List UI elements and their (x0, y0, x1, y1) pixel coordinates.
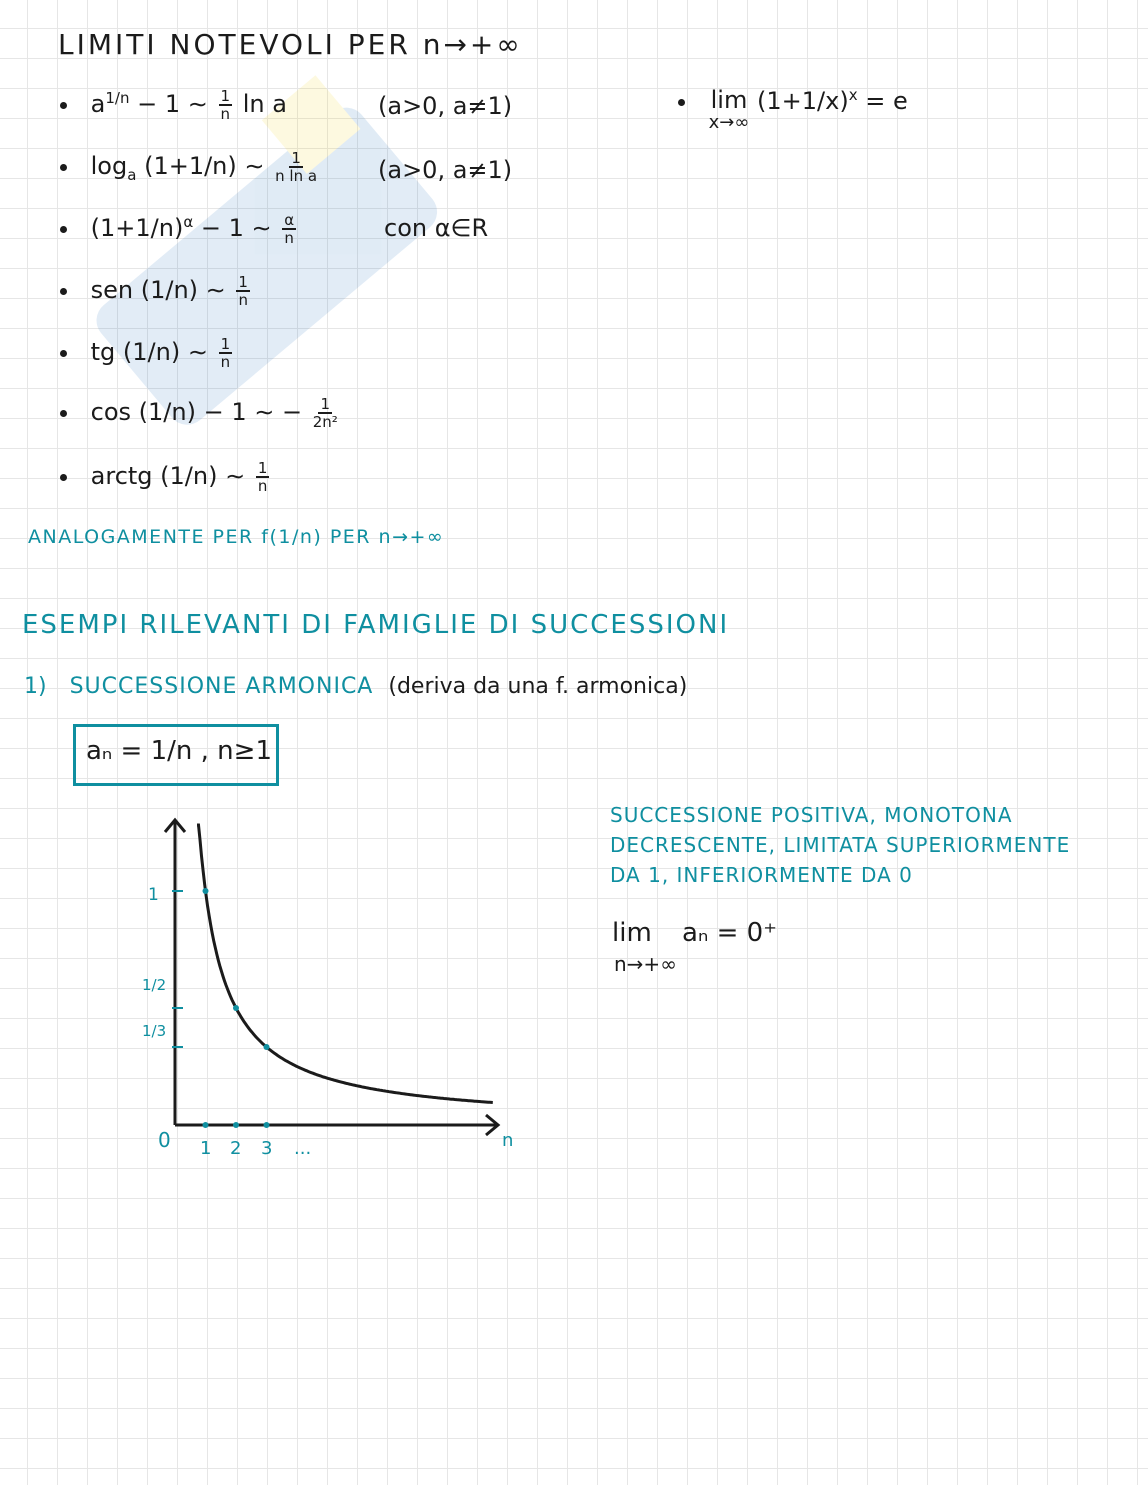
analog-note: ANALOGAMENTE PER f(1/n) PER n→+∞ (28, 526, 445, 548)
limit-after: ln a (242, 90, 287, 118)
limit-item (60, 212, 299, 246)
limit-e (678, 86, 908, 132)
fraction-num: α (284, 211, 295, 229)
limit-result (612, 918, 777, 948)
limit-item (60, 396, 341, 430)
limit-expr: log (90, 152, 128, 180)
fraction-num: 1 (220, 87, 231, 105)
limit-item (60, 88, 287, 122)
limit-rest: (1+1/n) ∼ (144, 152, 265, 180)
description (610, 800, 1070, 890)
fraction (282, 212, 296, 246)
description-line: DA 1, INFERIORMENTE DA 0 (610, 863, 913, 887)
limit-exp: α (183, 213, 194, 231)
lim-operator (709, 86, 750, 132)
bullet-icon (60, 288, 67, 295)
limit-e-body: (1+1/x) (757, 87, 849, 115)
limit-expr: sen (1/n) ∼ (90, 276, 226, 304)
fraction-num: 1 (291, 149, 301, 167)
x-tick-label: 1 (200, 1138, 212, 1159)
limit-exp: 1/n (105, 89, 130, 107)
limit-expr: arctg (1/n) ∼ (90, 462, 246, 490)
x-axis-label: n (502, 1130, 514, 1151)
bullet-icon (678, 99, 685, 106)
fraction (236, 274, 250, 308)
harmonic-graph (130, 810, 530, 1170)
item-subtitle: (deriva da una f. armonica) (388, 674, 688, 699)
bullet-icon (60, 102, 67, 109)
item-heading (24, 674, 687, 699)
limit-condition: (a>0, a≠1) (378, 92, 513, 120)
data-point (233, 1005, 239, 1011)
fraction (219, 88, 233, 122)
limit-expr: a (90, 90, 106, 118)
limit-expr: cos (1/n) − 1 ∼ − (90, 398, 303, 426)
limit-e-result: = e (865, 87, 908, 115)
x-tick-label: 2 (230, 1138, 242, 1159)
fraction-num: 1 (238, 273, 248, 291)
origin-label: 0 (158, 1128, 171, 1152)
limit-sub: a (127, 165, 137, 184)
limit-result-under: n→+∞ (614, 952, 677, 976)
limit-item (60, 274, 253, 308)
fraction-den: n (257, 477, 268, 495)
bullet-icon (60, 226, 67, 233)
x-tick-mark (264, 1122, 270, 1128)
fraction-num: 1 (257, 459, 268, 477)
fraction (219, 336, 233, 370)
y-tick-label: 1/2 (142, 976, 167, 994)
fraction-num: 1 (220, 335, 231, 353)
limit-expr: (1+1/n) (90, 214, 184, 242)
fraction (275, 150, 317, 184)
lim-text: lim (710, 86, 748, 114)
limit-item (60, 460, 272, 494)
bullet-icon (60, 350, 67, 357)
limit-rest: − 1 ∼ (137, 90, 208, 118)
limit-condition: (a>0, a≠1) (378, 156, 513, 184)
limit-e-exp: x (848, 86, 858, 104)
fraction-den: n (220, 353, 231, 371)
fraction-den: n (238, 291, 248, 309)
bullet-icon (60, 410, 67, 417)
description-line: SUCCESSIONE POSITIVA, MONOTONA (610, 803, 1013, 827)
fraction (256, 460, 270, 494)
limit-result-expr: aₙ = 0⁺ (682, 918, 777, 948)
limit-condition: con α∈R (384, 214, 489, 242)
definition-text: aₙ = 1/n , n≥1 (86, 736, 272, 766)
description-line: DECRESCENTE, LIMITATA SUPERIORMENTE (610, 833, 1071, 857)
page-title-text: LIMITI NOTEVOLI PER n→+∞ (58, 28, 523, 61)
x-tick-mark (203, 1122, 209, 1128)
x-tick-label: ... (294, 1138, 312, 1159)
section-title: ESEMPI RILEVANTI DI FAMIGLIE DI SUCCESSIONI (22, 610, 730, 640)
x-tick-mark (233, 1122, 239, 1128)
data-point (264, 1044, 270, 1050)
item-number: 1) (24, 674, 47, 699)
fraction-num: 1 (320, 395, 331, 413)
data-point (203, 888, 209, 894)
limit-item (60, 150, 320, 184)
lim-text: lim (612, 918, 652, 948)
curve-line (197, 825, 493, 1103)
fraction-den: 2n² (312, 413, 338, 431)
bullet-icon (60, 474, 67, 481)
lim-subscript: x→∞ (708, 112, 750, 133)
x-tick-label: 3 (261, 1138, 273, 1159)
fraction-den: n (220, 105, 231, 123)
fraction-den: n (284, 229, 294, 247)
limit-expr: tg (1/n) ∼ (90, 338, 208, 366)
bullet-icon (60, 164, 67, 171)
item-title: SUCCESSIONE ARMONICA (69, 674, 374, 699)
fraction (313, 396, 338, 430)
limit-item (60, 336, 235, 370)
y-tick-label: 1/3 (142, 1022, 167, 1040)
fraction-den: n ln a (275, 167, 318, 185)
y-tick-label: 1 (148, 885, 159, 905)
page-title (58, 28, 523, 61)
limit-rest: − 1 ∼ (200, 214, 272, 242)
